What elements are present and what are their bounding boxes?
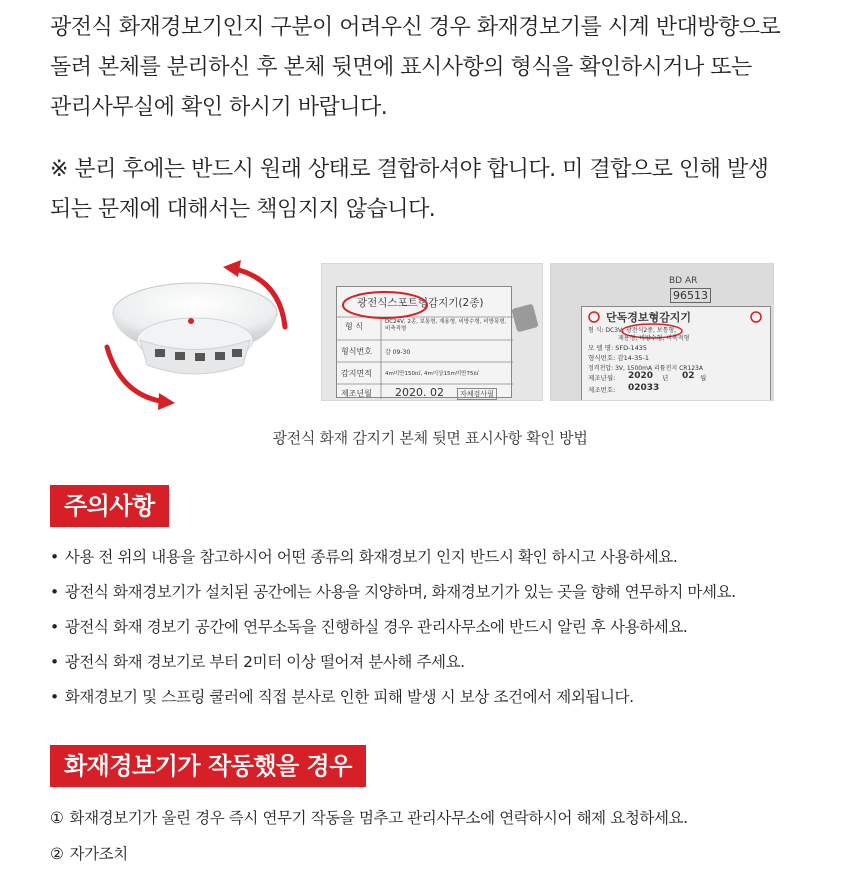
- intro-line: 광전식 화재경보기인지 구분이 어려우신 경우 화재경보기를 시계 반대방향으로: [50, 15, 781, 40]
- plate-row: 형 식: DC3V, 광전식2종, 보통형,: [588, 327, 677, 334]
- plate-row: 재용형, 비방수형, 비축적형: [618, 335, 690, 342]
- label-photo-2: [550, 263, 774, 401]
- detector-figure: [95, 255, 785, 420]
- list-item: [50, 540, 830, 575]
- plate-row: 형식번호: 감14-35-1: [588, 354, 650, 362]
- list-item-text: 광전식 화재 경보기로 부터 2미터 이상 떨어져 분사해 주세요.: [64, 653, 465, 671]
- plate-row-label: 형 식: [345, 322, 363, 331]
- plate-row-value: 2020. 02: [395, 386, 444, 399]
- plate-row-value: 2020: [628, 371, 654, 381]
- list-item-text: 사용 전 위의 내용을 참고하시어 어떤 종류의 화재경보기 인지 반드시 확인 하시고 사용하세요.: [64, 548, 678, 566]
- plate-serial: 96513: [670, 288, 711, 303]
- plate-row-label: 감지면적: [341, 369, 372, 378]
- list-item-text: 광전식 화재 경보기 공간에 연무소독을 진행하실 경우 관리사무소에 반드시 알린 후 사용하세요.: [64, 618, 688, 636]
- plate-row-value: 4m미만150㎡, 4m이상15m미만75㎡: [385, 371, 479, 377]
- bullet-icon: •: [50, 653, 59, 671]
- step-text: 자가조치: [69, 845, 128, 863]
- plate-row-value: DC24V, 2종, 보통형, 재용형, 비방수형, 비방폭형, 비축적형: [385, 319, 507, 332]
- cautions-list: [50, 540, 830, 715]
- plate-row-value: 02: [682, 371, 695, 381]
- alarm-steps-list: [50, 800, 830, 872]
- label-plate: [581, 306, 771, 401]
- alarm-heading: 화재경보기가 작동했을 경우: [50, 745, 366, 787]
- list-item: [50, 680, 830, 715]
- bullet-icon: •: [50, 583, 59, 601]
- notice-line: 되는 문제에 대해서는 책임지지 않습니다.: [50, 197, 436, 222]
- plate-row-label: 형식번호: [341, 347, 372, 356]
- plate-row-label: 제조년월:: [588, 374, 616, 382]
- plate-top-marks: BD AR: [669, 276, 698, 286]
- cautions-heading: 주의사항: [50, 485, 169, 527]
- list-item: [50, 645, 830, 680]
- plate-row-unit: 년: [662, 374, 669, 382]
- step-text: 화재경보기가 울린 경우 즉시 연무기 작동을 멈추고 관리사무소에 연락하시어 해제 요청하세요.: [69, 809, 688, 827]
- plate-row-value: 02033: [628, 383, 660, 393]
- plate-lines: [337, 287, 513, 399]
- plate-row-extra: 자체검사필: [457, 388, 497, 400]
- step-number: ②: [50, 845, 64, 863]
- list-item: [50, 610, 830, 645]
- intro-line: 관리사무실에 확인 하시기 바랍니다.: [50, 95, 388, 120]
- list-item-text: 화재경보기 및 스프링 쿨러에 직접 분사로 인한 피해 발생 시 보상 조건에서 제외됩니다.: [64, 688, 634, 706]
- plate-row-label: 제조년월: [341, 389, 372, 398]
- plate-title: 단독경보형감지기: [606, 311, 692, 324]
- plate-row-unit: 월: [700, 374, 707, 382]
- figure-caption: 광전식 화재 감지기 본체 뒷면 표시사항 확인 방법: [272, 429, 588, 447]
- smoke-detector-illustration: [95, 255, 305, 420]
- plate-row-label: 제조번호:: [588, 386, 616, 394]
- bullet-icon: •: [50, 548, 59, 566]
- bullet-icon: •: [50, 618, 59, 636]
- plate-row: 정격전압: 3V, 1500mA 리튬전지 CR123A: [588, 365, 703, 372]
- plate-row: 모 델 명: SFD-1435: [588, 344, 647, 352]
- list-item: [50, 800, 830, 836]
- intro-paragraph: [50, 8, 830, 128]
- list-item: [50, 836, 830, 872]
- smoke-detector-image: [95, 255, 305, 420]
- bullet-icon: •: [50, 688, 59, 706]
- step-number: ①: [50, 809, 64, 827]
- plate-row-value: 감 09-30: [385, 349, 411, 356]
- list-item-text: 광전식 화재경보기가 설치된 공간에는 사용을 지양하며, 화재경보기가 있는 곳을 향해 연무하지 마세요.: [64, 583, 736, 601]
- list-item: [50, 575, 830, 610]
- notice-paragraph: [50, 150, 830, 230]
- plate-title: 광전식스포트형감지기(2종): [357, 297, 484, 309]
- label-photo-1: [321, 263, 543, 401]
- metal-clip: [511, 304, 538, 333]
- notice-line: ※ 분리 후에는 반드시 원래 상태로 결합하셔야 합니다. 미 결합으로 인해 발생: [50, 157, 769, 182]
- label-plate: [336, 286, 512, 398]
- intro-line: 돌려 본체를 분리하신 후 본체 뒷면에 표시사항의 형식을 확인하시거나 또는: [50, 55, 752, 80]
